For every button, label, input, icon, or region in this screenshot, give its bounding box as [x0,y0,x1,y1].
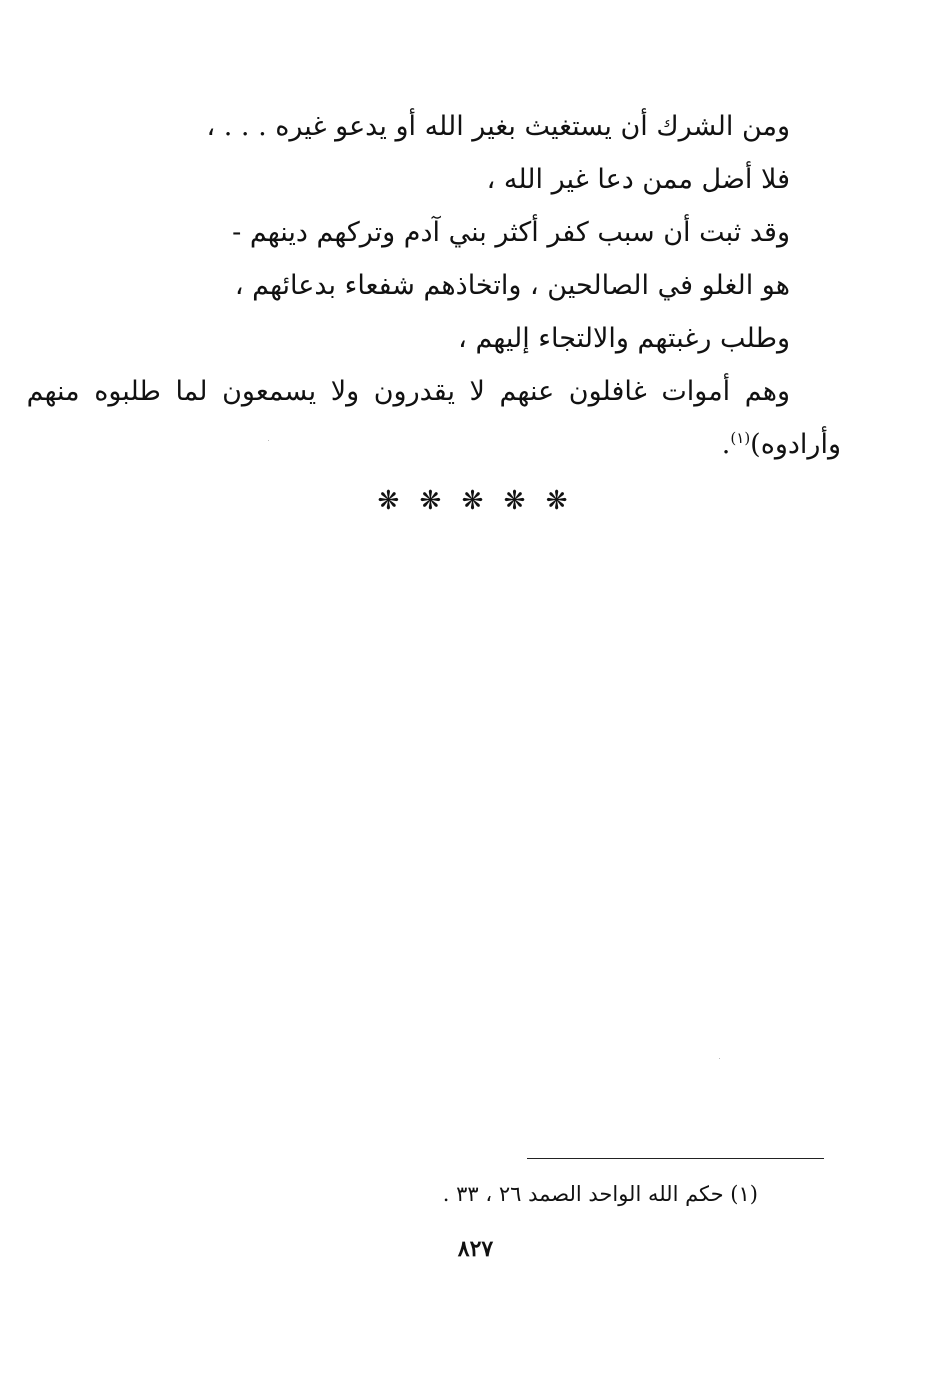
footnote-reference: (١) [730,429,751,447]
text-line-3: وقد ثبت أن سبب كفر أكثر بني آدم وتركهم دينهم - [232,217,790,248]
scan-speck [268,440,269,441]
text-line-6: وهم أموات غافلون عنهم لا يقدرون ولا يسمعون لما طلبوه منهم [26,376,790,407]
text-line-2: فلا أضل ممن دعا غير الله ، [486,164,790,195]
main-text-block [26,100,790,418]
page-number: ٨٢٧ [457,1236,494,1262]
last-line-text: وأرادوه) [750,429,841,460]
text-line-1: ومن الشرك أن يستغيث بغير الله أو يدعو غيره . . . ، [206,111,790,142]
text-line-7 [722,412,841,471]
section-separator: ❋ ❋ ❋ ❋ ❋ [377,486,574,516]
text-line-5: وطلب رغبتهم والالتجاء إليهم ، [458,323,790,354]
text-line-4: هو الغلو في الصالحين ، واتخاذهم شفعاء بدعائهم ، [234,270,790,301]
footnote: (١) حكم الله الواحد الصمد ٢٦ ، ٣٣ . [442,1182,758,1206]
scan-speck [719,1058,720,1059]
footnote-divider [527,1158,824,1159]
last-line-period: . [721,429,731,460]
